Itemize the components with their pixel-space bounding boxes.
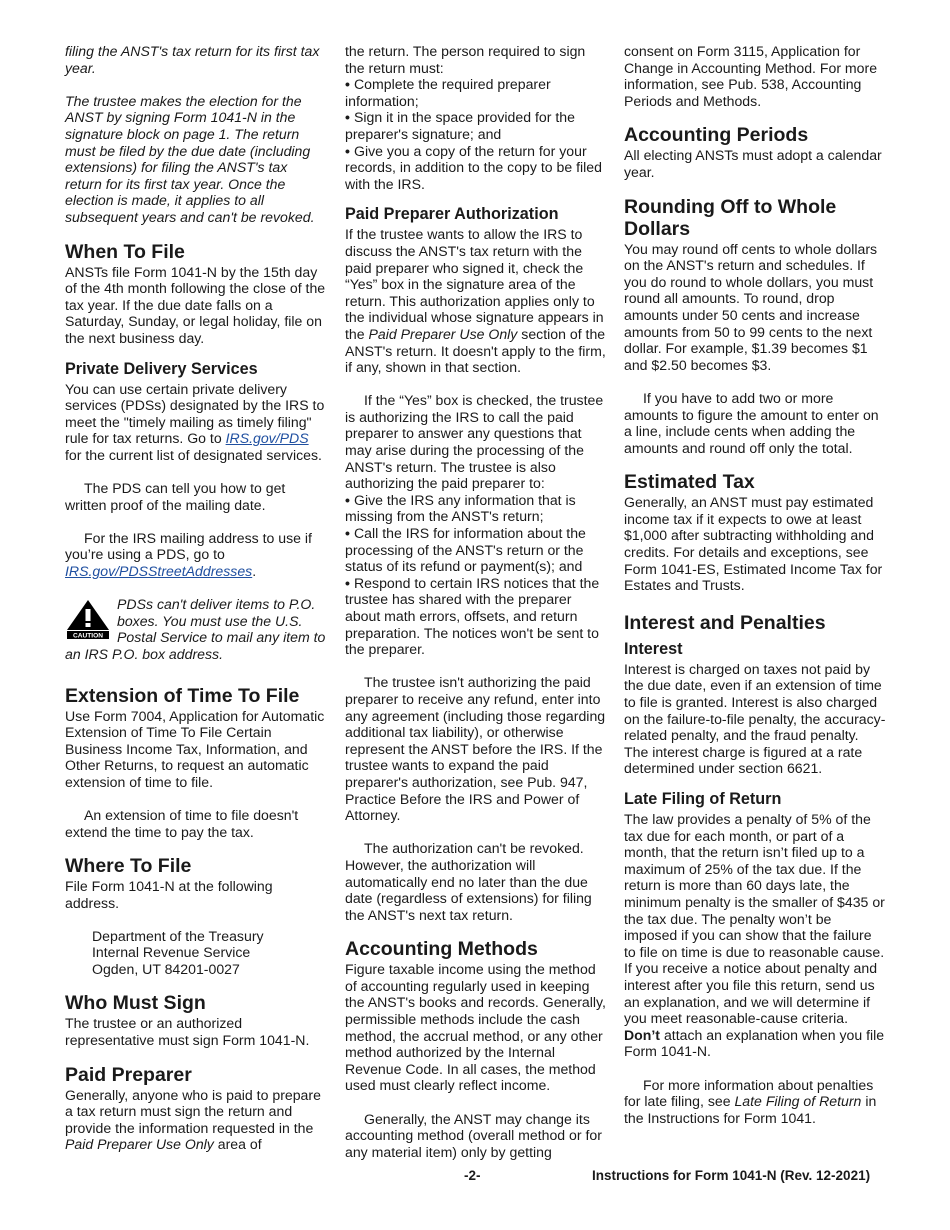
footer-title: Instructions for Form 1041-N (Rev. 12-2021)	[592, 1168, 871, 1183]
paragraph-paid-preparer	[65, 1087, 327, 1153]
paragraph-where-to-file: File Form 1041-N at the following address.	[65, 878, 273, 911]
list-item	[345, 575, 607, 658]
list-item	[345, 76, 607, 109]
paragraph-pds-proof: The PDS can tell you how to get written proof of the mailing date.	[65, 480, 286, 513]
paragraph-form-3115: consent on Form 3115, Application for Change in Accounting Method. For more information, see Pub. 538, Accounting Periods and Methods.	[624, 43, 878, 109]
heading-private-delivery: Private Delivery Services	[65, 359, 258, 378]
late-filing-bold: Don’t	[624, 1026, 661, 1043]
column-3	[624, 43, 886, 1126]
list-item	[345, 525, 607, 575]
authorization-text-a: If the trustee wants to allow the IRS to discuss the ANST's tax return with the paid preparer who signed it, check the “Yes” box in the signature area of the return. This authorization applies only to the individual whose signature appears in the	[345, 226, 604, 342]
authorization-text-b: section of the ANST's return. It doesn't apply to the firm, if any, shown in that section.	[345, 325, 606, 376]
preparer-text-italic: Paid Preparer Use Only	[65, 1136, 214, 1153]
preparer-text-a: Generally, anyone who is paid to prepare a tax return must sign the return and provide the information requested in the	[65, 1086, 321, 1136]
list-item-text: Give you a copy of the return for your records, in addition to the copy to be filed with the IRS.	[345, 142, 602, 192]
paragraph-rounding: You may round off cents to whole dollars on the ANST's return and schedules. If you do round to whole dollars, you must round all amounts. To round, drop amounts under 50 cents and increase amounts from 50 to 99 cents to the next dollar. For example, $1.39 becomes $1 and $2.50 becomes $3.	[624, 240, 878, 373]
heading-paid-preparer: Paid Preparer	[65, 1063, 192, 1086]
heading-where-to-file: Where To File	[65, 855, 192, 878]
more-info-text-a: For more information about penalties for late filing, see	[624, 1076, 874, 1110]
heading-estimated-tax: Estimated Tax	[624, 471, 755, 494]
paragraph-accounting-periods: All electing ANSTs must adopt a calendar year.	[624, 147, 882, 180]
heading-late-filing: Late Filing of Return	[624, 790, 782, 808]
list-item	[345, 492, 607, 525]
heading-interest: Interest	[624, 639, 683, 658]
paragraph-estimated-tax: Generally, an ANST must pay estimated income tax if it expects to owe at least $1,000 after subtracting withholding and credits. For details and exceptions, see Form 1041-ES, Estimated Income Tax for Estates and Trusts.	[624, 494, 883, 594]
list-item-text: Sign it in the space provided for the preparer's signature; and	[345, 109, 575, 142]
paragraph-rounding-total: If you have to add two or more amounts to figure the amount to enter on a line, include cents when adding the amounts and round off only the total.	[624, 389, 879, 456]
caution-note	[65, 596, 327, 662]
preparer-text-b: area of	[217, 1136, 262, 1153]
paragraph-authorization	[345, 226, 607, 375]
paragraph-election: The trustee makes the election for the ANST by signing Form 1041-N in the signature block on page 1. The return must be filed by the due date (including extensions) for filing the ANST's tax return for its first tax year. Once the election is made, it applies to all subsequent years and can't be revoked.	[65, 92, 315, 225]
column-2	[345, 43, 607, 1160]
pds-text-b: for the current list of designated services.	[65, 446, 322, 463]
bullet-icon: •	[345, 142, 350, 159]
mailing-address	[65, 928, 327, 978]
paragraph-pds	[65, 381, 327, 464]
paragraph-not-authorizing: The trustee isn't authorizing the paid preparer to receive any refund, enter into any agreement (including those regarding additional tax liability), or otherwise represent the ANST before the IRS. If the trustee wants to expand the paid preparer's authorization, see Pub. 947, Practice Before the IRS and Power of Attorney.	[345, 674, 606, 824]
paragraph-first-tax-year: filing the ANST's tax return for its first tax year.	[65, 43, 320, 76]
heading-rounding: Rounding Off to Whole Dollars	[624, 195, 837, 240]
list-item-text: Call the IRS for information about the processing of the ANST's return or the status of its refund or payment(s); and	[345, 525, 586, 575]
heading-accounting-periods: Accounting Periods	[624, 124, 809, 147]
paragraph-return-sign: the return. The person required to sign the return must:	[345, 43, 586, 76]
heading-interest-penalties: Interest and Penalties	[624, 611, 826, 634]
link-irs-pds[interactable]: IRS.gov/PDS	[225, 430, 309, 447]
paragraph-more-info	[624, 1077, 886, 1127]
authorization-text-italic: Paid Preparer Use Only	[368, 325, 518, 342]
paragraph-cant-revoke: The authorization can't be revoked. However, the authorization will automatically end no later than the due date (regardless of extensions) for filing the ANST's next tax return.	[345, 840, 592, 923]
list-item	[345, 143, 607, 193]
heading-when-to-file: When To File	[65, 240, 185, 263]
page-number: -2-	[464, 1168, 481, 1183]
more-info-text-b: in the Instructions for Form 1041.	[624, 1093, 877, 1126]
address-line-1: Department of the Treasury	[92, 927, 264, 944]
pds-address-period: .	[252, 563, 257, 580]
heading-who-must-sign: Who Must Sign	[65, 992, 206, 1015]
bullet-icon: •	[345, 574, 350, 591]
bullet-icon: •	[345, 525, 350, 542]
list-item	[345, 109, 607, 142]
caution-label: CAUTION	[72, 632, 104, 640]
paragraph-accounting-methods: Figure taxable income using the method of accounting regularly used in keeping the ANST's books and records. Generally, permissible methods include the cash method, the accrual method, or any other method authorized by the Internal Revenue Code. In all cases, the method used must clearly reflect income.	[345, 961, 606, 1094]
pds-text-a: You can use certain private delivery services (PDSs) designated by the IRS to meet the "timely mailing as timely filing" rule for tax returns. Go to	[65, 380, 325, 447]
bullet-icon: •	[345, 76, 350, 93]
bullet-icon: •	[345, 109, 350, 126]
list-item-text: Respond to certain IRS notices that the trustee has shared with the preparer about math errors, offsets, and return preparation. The notices won't be sent to the preparer.	[345, 574, 600, 658]
column-1	[65, 43, 327, 1153]
address-line-2: Internal Revenue Service	[92, 944, 251, 961]
paragraph-pds-address	[65, 530, 327, 580]
bullet-icon: •	[345, 491, 350, 508]
heading-preparer-authorization: Paid Preparer Authorization	[345, 205, 559, 224]
link-pds-street-addresses[interactable]: IRS.gov/PDSStreetAddresses	[65, 563, 253, 580]
paragraph-change-method: Generally, the ANST may change its accounting method (overall method or for any material item) only by getting	[345, 1110, 602, 1160]
paragraph-when-to-file: ANSTs file Form 1041-N by the 15th day of the 4th month following the close of the tax year. If the due date falls on a Saturday, Sunday, or legal holiday, file on the next business day.	[65, 263, 326, 346]
page-footer	[0, 1168, 950, 1188]
address-line-3: Ogden, UT 84201-0027	[92, 960, 240, 977]
late-filing-text-c: attach an explanation when you file Form 1041-N.	[624, 1026, 885, 1060]
warning-triangle-icon	[65, 598, 111, 640]
list-item-text: Complete the required preparer information;	[345, 76, 551, 109]
paragraph-yes-box: If the “Yes” box is checked, the trustee is authorizing the IRS to call the paid preparer to answer any questions that may arise during the processing of the ANST's return. The trustee is also authorizing the paid preparer to:	[345, 392, 604, 492]
list-item-text: Give the IRS any information that is missing from the ANST's return;	[345, 491, 576, 525]
paragraph-extension: Use Form 7004, Application for Automatic Extension of Time To File Certain Business Income Tax, Information, and Other Returns, to request an automatic extension of time to file.	[65, 707, 325, 790]
paragraph-who-must-sign: The trustee or an authorized representative must sign Form 1041-N.	[65, 1015, 310, 1048]
heading-extension: Extension of Time To File	[65, 684, 300, 707]
paragraph-late-filing	[624, 811, 886, 1060]
pds-address-text: For the IRS mailing address to use if you’re using a PDS, go to	[65, 529, 312, 563]
paragraph-extension-pay: An extension of time to file doesn't extend the time to pay the tax.	[65, 807, 299, 840]
more-info-italic: Late Filing of Return	[734, 1093, 862, 1110]
caution-text: PDSs can't deliver items to P.O. boxes. You must use the U.S. Postal Service to mail any item to an IRS P.O. box address.	[65, 596, 326, 662]
paragraph-interest: Interest is charged on taxes not paid by the due date, even if an extension of time to file is granted. Interest is also charged on the failure-to-file penalty, the accuracy-related penalty, and the fraud penalty. The interest charge is figured at a rate determined under section 6621.	[624, 660, 886, 777]
late-filing-text-a: The law provides a penalty of 5% of the tax due for each month, or part of a month, that the return isn’t filed up to a maximum of 25% of the tax due. If the return is more than 60 days late, the minimum penalty is the smaller of $435 or the tax due. The penalty won’t be imposed if you can show that the failure to file on time is due to reasonable cause. If you receive a notice about penalty and interest after you file this return, send us an explanation, and we will determine if you meet reasonable-cause criteria.	[624, 811, 885, 1027]
heading-accounting-methods: Accounting Methods	[345, 938, 538, 961]
